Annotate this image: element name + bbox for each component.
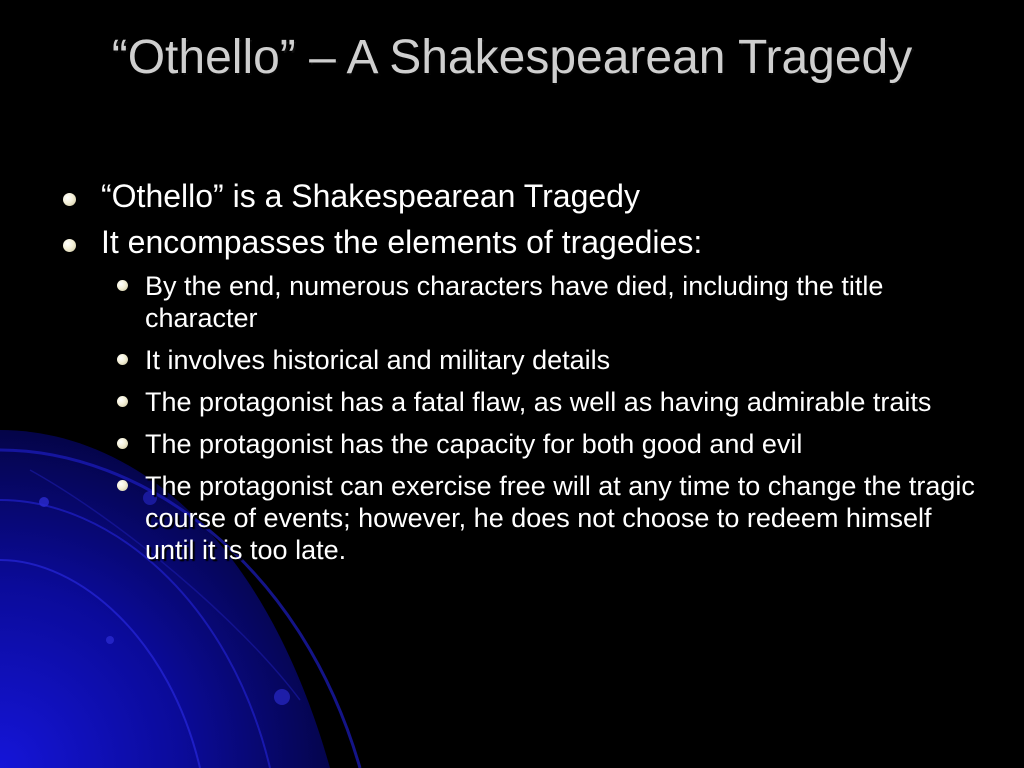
bullet-icon (63, 193, 76, 206)
sub-bullet-item (101, 386, 980, 418)
sub-bullet-item (101, 344, 980, 376)
bullet-item (60, 178, 980, 214)
bullet-item (60, 224, 980, 260)
sub-bullet-item (101, 270, 980, 334)
slide-title: “Othello” – A Shakespearean Tragedy (111, 31, 913, 84)
sub-bullet-text: It involves historical and military details (145, 345, 611, 375)
sub-bullet-text: By the end, numerous characters have died, including the title character (145, 271, 884, 333)
sub-bullet-item (101, 428, 980, 460)
sub-bullet-text: The protagonist has a fatal flaw, as well as having admirable traits (145, 387, 932, 417)
sub-bullet-icon (117, 280, 128, 291)
sub-bullet-text: The protagonist can exercise free will at any time to change the tragic course of events; however, he does not choose to redeem himself until it is too late. (145, 471, 975, 565)
bullet-text: “Othello” is a Shakespearean Tragedy (101, 178, 640, 214)
bullet-text: It encompasses the elements of tragedies: (101, 224, 703, 260)
sub-bullet-icon (117, 480, 128, 491)
sub-bullet-text: The protagonist has the capacity for both good and evil (145, 429, 803, 459)
sub-bullet-item (101, 470, 980, 566)
sub-bullet-icon (117, 438, 128, 449)
bullet-icon (63, 239, 76, 252)
bullet-list (60, 178, 980, 576)
sub-bullet-icon (117, 354, 128, 365)
sub-bullet-icon (117, 396, 128, 407)
